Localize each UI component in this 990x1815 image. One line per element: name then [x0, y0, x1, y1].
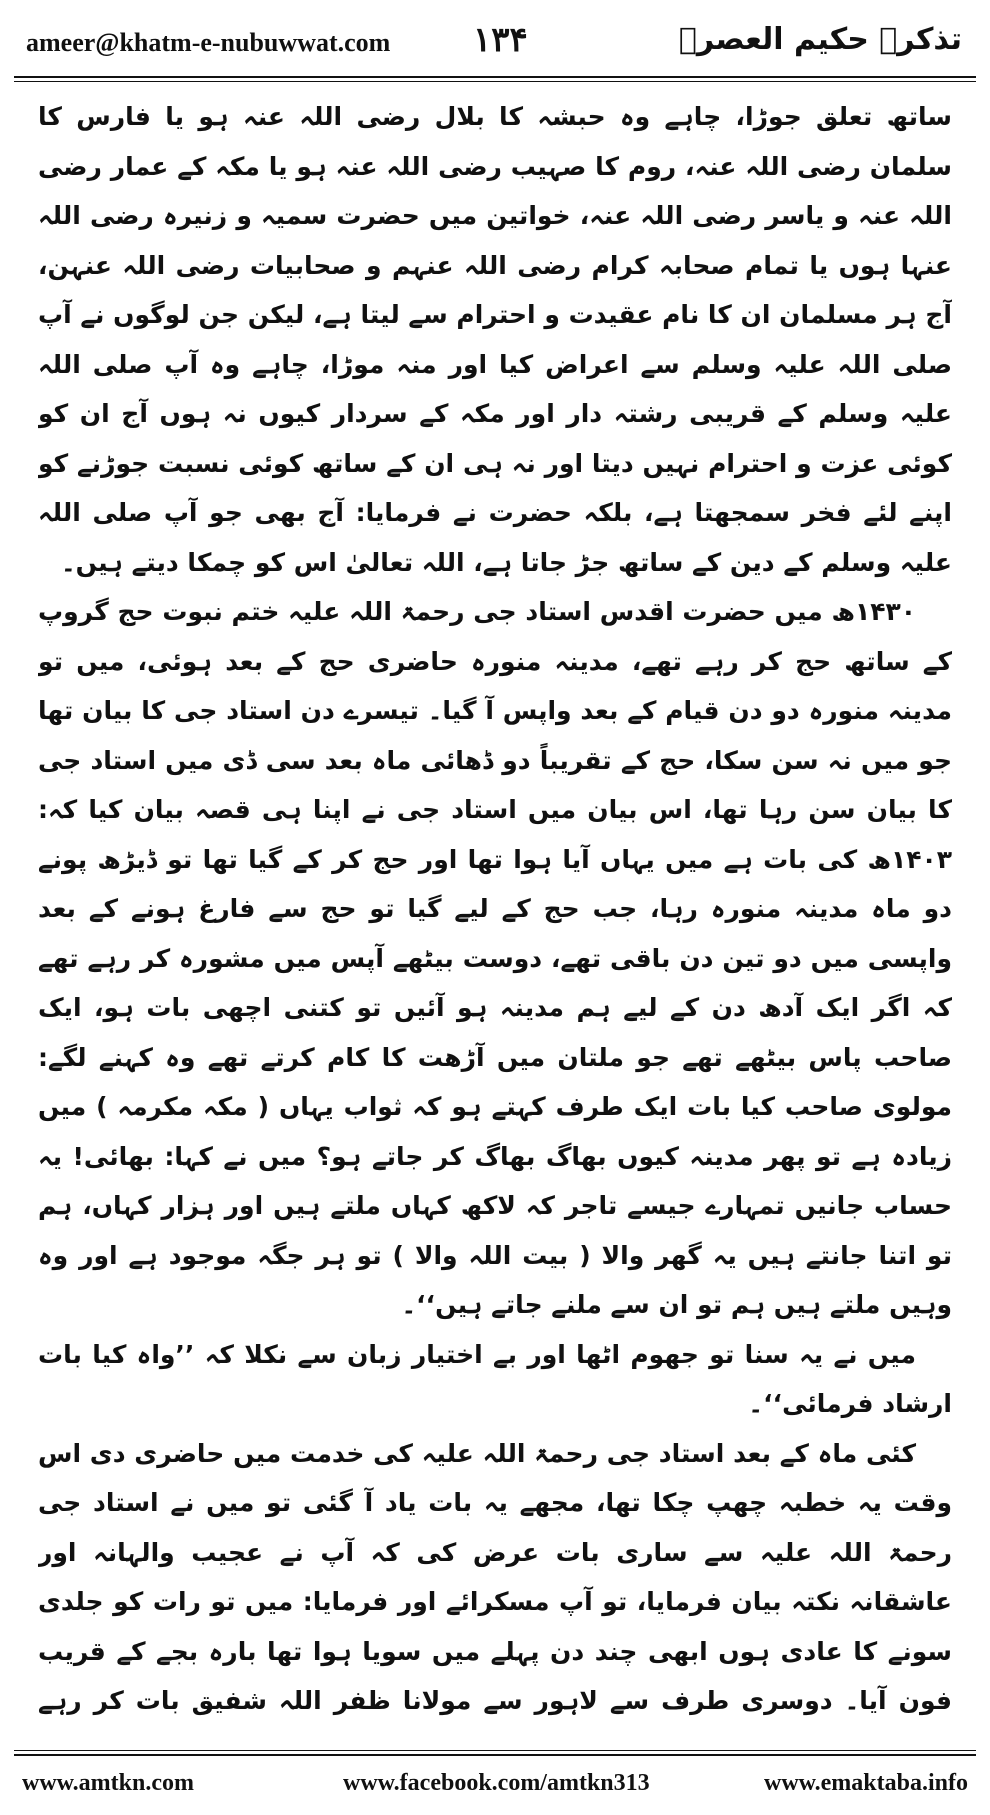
paragraph: ۱۴۳۰ھ میں حضرت اقدس استاد جی رحمۃ اللہ علیہ ختم نبوت حج گروپ کے ساتھ حج کر رہے تھے، مدینہ منورہ حاضری حج کے بعد ہوئی، میں تو مدینہ منورہ دو دن قیام کے بعد واپس آ گیا۔ تیسرے دن استاد جی کا بیان تھا جو میں نہ سن سکا، حج کے تقریباً دو ڈھائی ماہ بعد سی ڈی میں استاد جی کا بیان سن رہا تھا، اس بیان میں استاد جی نے اپنا ہی قصہ بیان کیا کہ: ۱۴۰۳ھ کی بات ہے میں یہاں آیا ہوا تھا اور حج کر کے گیا تھا تو ڈیڑھ پونے دو ماہ مدینہ منورہ رہا، جب حج کے لیے گیا تو حج سے فارغ ہونے کے بعد واپسی میں دو تین دن باقی تھے، دوست بیٹھے آپس میں مشورہ کر رہے تھے کہ اگر ایک آدھ دن کے لیے ہم مدینہ ہو آئیں تو کتنی اچھی بات ہو، ایک صاحب پاس بیٹھے تھے جو ملتان میں آڑھت کا کام کرتے تھے وہ کہنے لگے: مولوی صاحب کیا بات ایک طرف کہتے ہو کہ ثواب یہاں ( مکہ مکرمہ ) میں زیادہ ہے تو پھر مدینہ کیوں بھاگ بھاگ کر جاتے ہو؟ میں نے کہا: بھائی! یہ حساب جانیں تمہارے جیسے تاجر کہ لاکھ کہاں ملتے ہیں اور ہزار کہاں، ہم تو اتنا جانتے ہیں یہ گھر والا ( بیت اللہ والا ) تو ہر جگہ موجود ہے اور وہ وہیں ملتے ہیں ہم تو ان سے ملنے جاتے ہیں‘‘۔	[38, 597, 952, 1319]
page-body	[38, 92, 952, 1732]
footer-link-facebook[interactable]: www.facebook.com/amtkn313	[343, 1770, 650, 1796]
footer-link-emaktaba[interactable]: www.emaktaba.info	[763, 1770, 968, 1796]
footer-link-amtkn[interactable]: www.amtkn.com	[22, 1770, 194, 1796]
paragraph: ساتھ تعلق جوڑا، چاہے وہ حبشہ کا بلال رضی اللہ عنہ ہو یا فارس کا سلمان رضی اللہ عنہ، روم کا صہیب رضی اللہ عنہ ہو یا مکہ کے عمار رضی اللہ عنہ و یاسر رضی اللہ عنہ، خواتین میں حضرت سمیہ و زنیرہ رضی اللہ عنہا ہوں یا تمام صحابہ کرام رضی اللہ عنہم و صحابیات رضی اللہ عنہن، آج ہر مسلمان ان کا نام عقیدت و احترام سے لیتا ہے، لیکن جن لوگوں نے آپ صلی اللہ علیہ وسلم سے اعراض کیا اور منہ موڑا، چاہے وہ آپ صلی اللہ علیہ وسلم کے قریبی رشتہ دار اور مکہ کے سردار کیوں نہ ہوں آج ان کو کوئی عزت و احترام نہیں دیتا اور نہ ہی ان کے ساتھ کوئی نسبت جوڑنے کو اپنے لئے فخر سمجھتا ہے، بلکہ حضرت نے فرمایا: آج بھی جو آپ صلی اللہ علیہ وسلم کے دین کے ساتھ جڑ جاتا ہے، اللہ تعالیٰ اس کو چمکا دیتے ہیں۔	[38, 102, 952, 577]
book-title: تذکرہ حکیم العصرؒ	[678, 22, 962, 57]
paragraph: میں نے یہ سنا تو جھوم اٹھا اور بے اختیار زبان سے نکلا کہ ’’واہ کیا بات ارشاد فرمائی‘‘۔	[38, 1339, 952, 1418]
header-rule	[14, 76, 976, 82]
page-number: ۱۳۴	[473, 20, 528, 60]
paragraph: کئی ماہ کے بعد استاد جی رحمۃ اللہ علیہ کی خدمت میں حاضری دی اس وقت یہ خطبہ چھپ چکا تھا، مجھے یہ بات یاد آ گئی تو میں نے استاد جی رحمۃ اللہ علیہ سے ساری بات عرض کی کہ آپ نے عجیب والہانہ اور عاشقانہ نکتہ بیان فرمایا، تو آپ مسکرائے اور فرمایا: میں تو رات کو جلدی سونے کا عادی ہوں ابھی چند دن پہلے میں سویا ہوا تھا بارہ بجے کے قریب فون آیا۔ دوسری طرف سے لاہور سے مولانا ظفر اللہ شفیق بات کر رہے	[38, 1438, 952, 1715]
page-header	[18, 14, 972, 74]
page-footer	[18, 1764, 972, 1804]
footer-rule	[14, 1750, 976, 1756]
header-email: ameer@khatm-e-nubuwwat.com	[26, 28, 391, 57]
